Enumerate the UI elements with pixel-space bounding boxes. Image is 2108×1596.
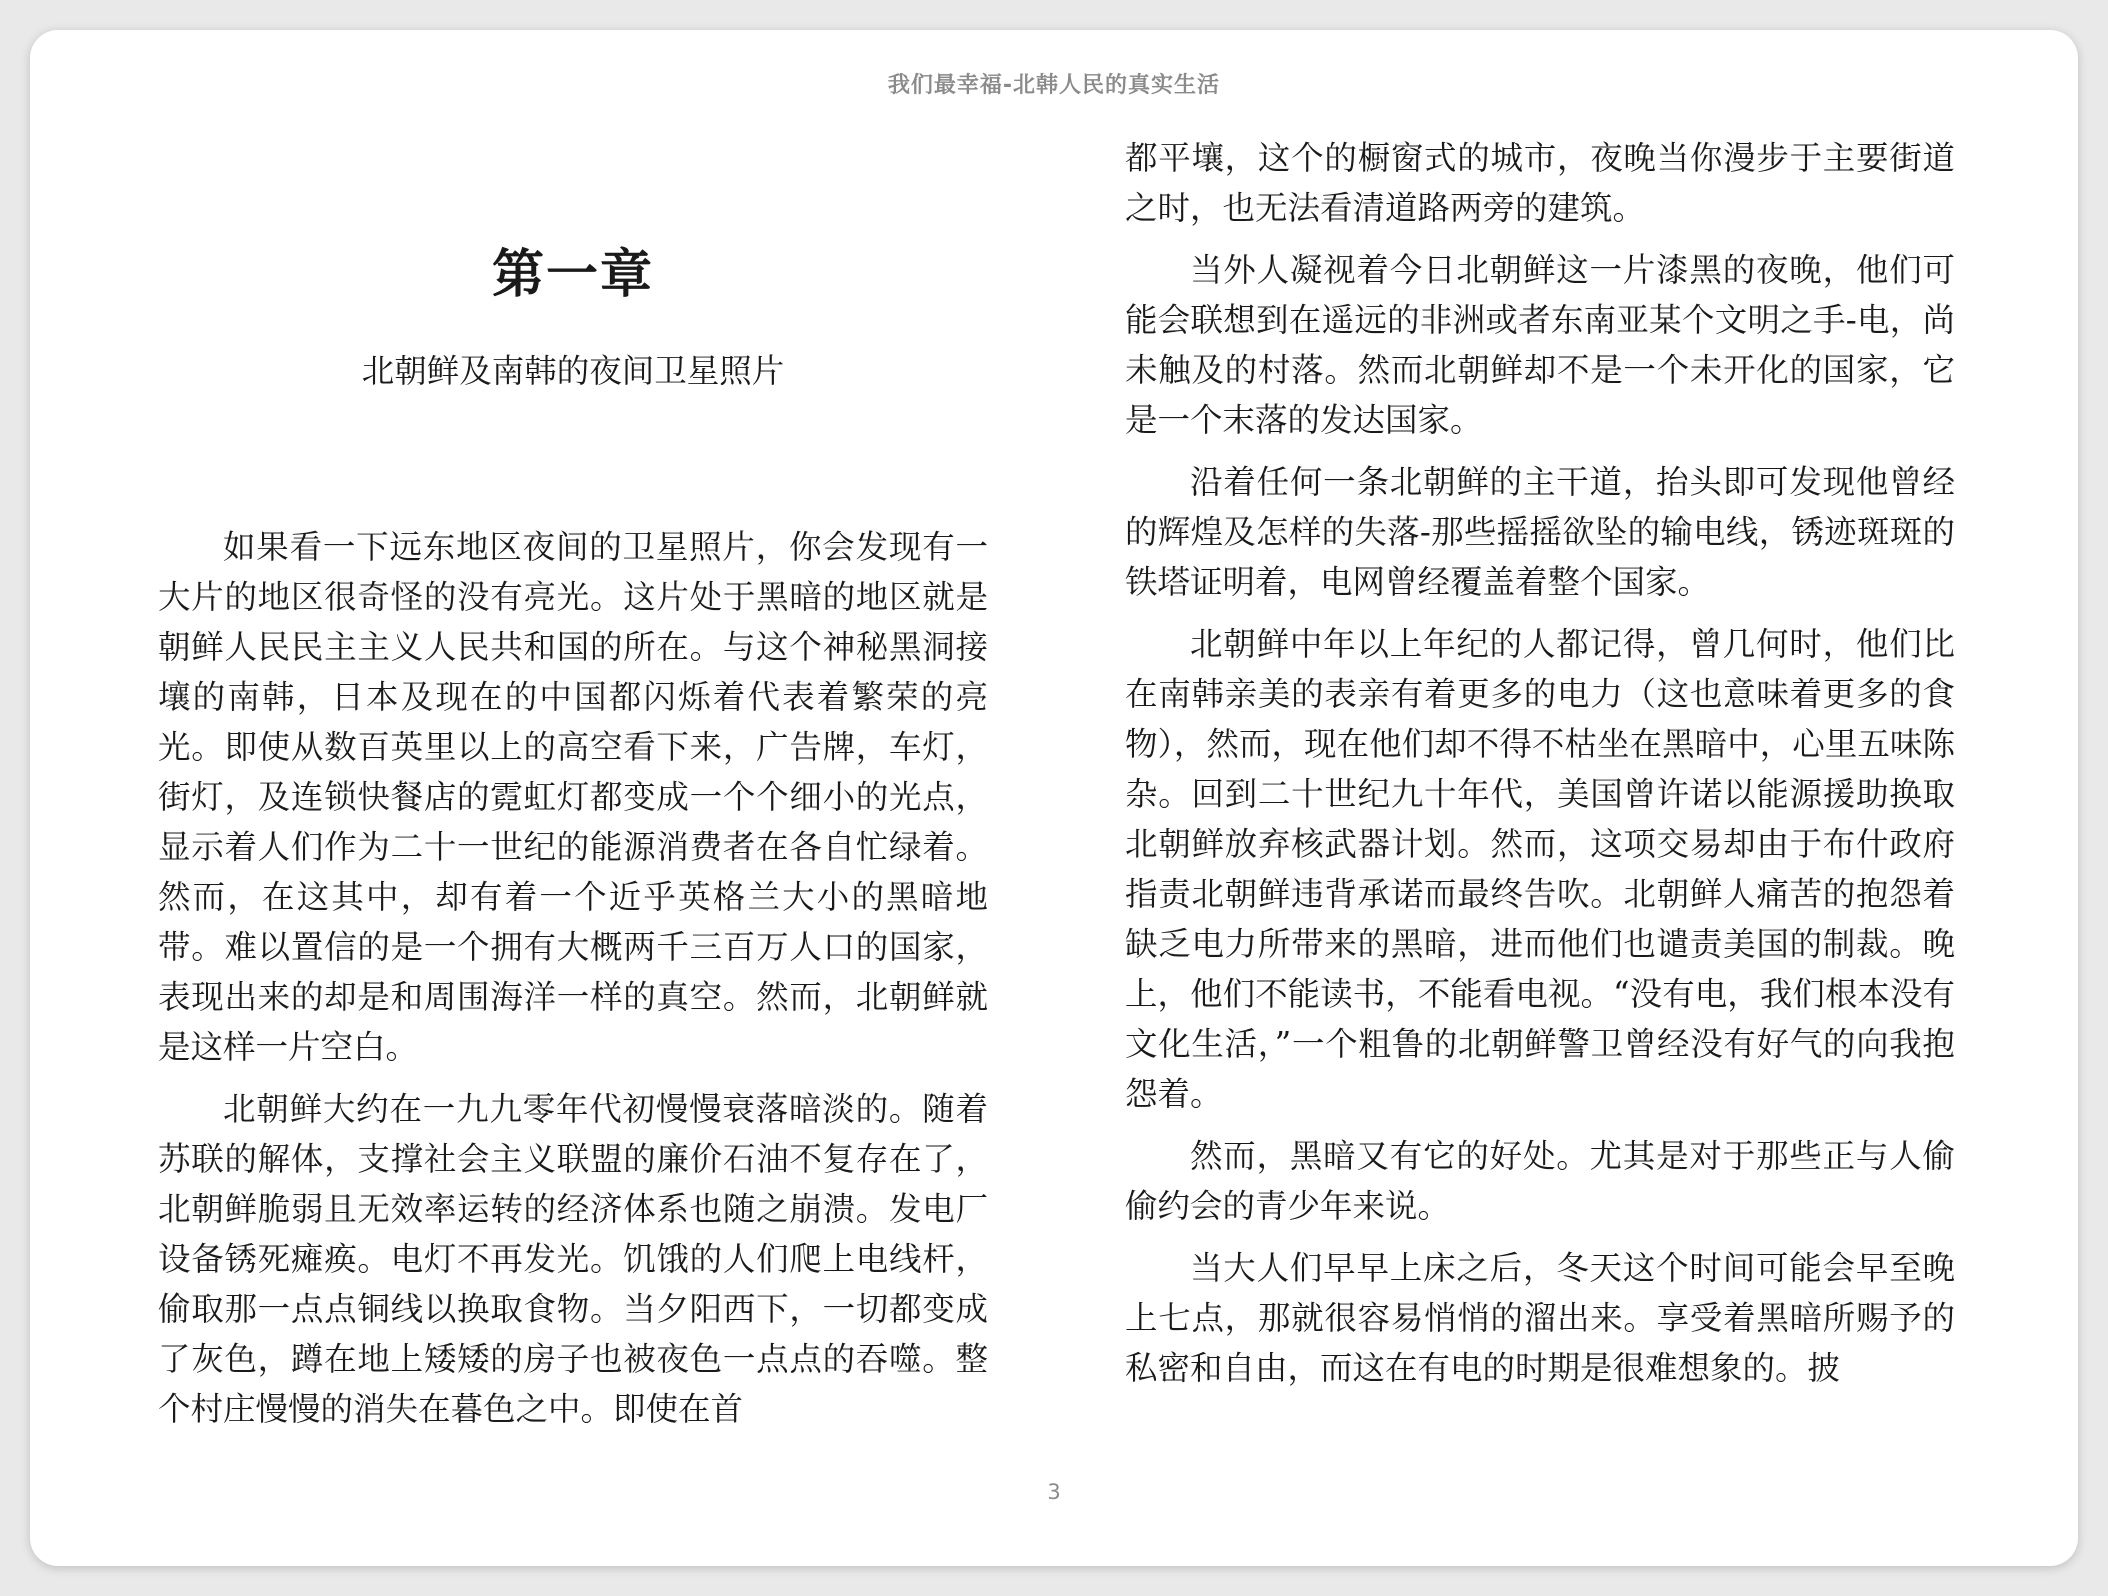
book-title: 我们最幸福-北韩人民的真实生活 (887, 73, 1221, 98)
right-page (1125, 133, 1955, 1463)
reader-window (30, 30, 2078, 1566)
paragraph: 当大人们早早上床之后，冬天这个时间可能会早至晚上七点，那就很容易悄悄的溜出来。享受着黑暗所赐予的私密和自由，而这在有电的时期是很难想象的。披 (1125, 1249, 1955, 1387)
paragraph: 当外人凝视着今日北朝鲜这一片漆黑的夜晚，他们可能会联想到在遥远的非洲或者东南亚某个文明之手-电，尚未触及的村落。然而北朝鲜却不是一个未开化的国家，它是一个末落的发达国家。 (1125, 251, 1955, 439)
paragraph: 然而，黑暗又有它的好处。尤其是对于那些正与人偷偷约会的青少年来说。 (1125, 1137, 1955, 1225)
paragraph: 北朝鲜大约在一九九零年代初慢慢衰落暗淡的。随着苏联的解体，支撑社会主义联盟的廉价石油不复存在了，北朝鲜脆弱且无效率运转的经济体系也随之崩溃。发电厂设备锈死瘫痪。电灯不再发光。饥饿的人们爬上电线杆，偷取那一点点铜线以换取食物。当夕阳西下，一切都变成了灰色，蹲在地上矮矮的房子也被夜色一点点的吞噬。整个村庄慢慢的消失在暮色之中。即使在首 (158, 1090, 988, 1428)
paragraph-continuation: 都平壤，这个的橱窗式的城市，夜晚当你漫步于主要街道之时，也无法看清道路两旁的建筑。 (1125, 139, 1955, 227)
chapter-subtitle: 北朝鲜及南韩的夜间卫星照片 (361, 352, 785, 390)
paragraph: 沿着任何一条北朝鲜的主干道，抬头即可发现他曾经的辉煌及怎样的失落-那些摇摇欲坠的输电线，锈迹斑斑的铁塔证明着，电网曾经覆盖着整个国家。 (1125, 463, 1955, 601)
paragraph: 北朝鲜中年以上年纪的人都记得，曾几何时，他们比在南韩亲美的表亲有着更多的电力（这也意味着更多的食物），然而，现在他们却不得不枯坐在黑暗中，心里五味陈杂。回到二十世纪九十年代，美国曾许诺以能源援助换取北朝鲜放弃核武器计划。然而，这项交易却由于布什政府指责北朝鲜违背承诺而最终告吹。北朝鲜人痛苦的抱怨着缺乏电力所带来的黑暗，进而他们也谴责美国的制裁。晚上，他们不能读书，不能看电视。“没有电，我们根本没有文化生活，”一个粗鲁的北朝鲜警卫曾经没有好气的向我抱怨着。 (1125, 625, 1955, 1113)
page-number: 3 (1047, 1480, 1061, 1504)
chapter-title: 第一章 (491, 244, 654, 305)
left-page (158, 130, 988, 1460)
paragraph: 如果看一下远东地区夜间的卫星照片，你会发现有一大片的地区很奇怪的没有亮光。这片处于黑暗的地区就是朝鲜人民民主主义人民共和国的所在。与这个神秘黑洞接壤的南韩，日本及现在的中国都闪烁着代表着繁荣的亮光。即使从数百英里以上的高空看下来，广告牌，车灯，街灯，及连锁快餐店的霓虹灯都变成一个个细小的光点，显示着人们作为二十一世纪的能源消费者在各自忙绿着。然而，在这其中，却有着一个近乎英格兰大小的黑暗地带。难以置信的是一个拥有大概两千三百万人口的国家，表现出来的却是和周围海洋一样的真空。然而，北朝鲜就是这样一片空白。 (158, 528, 988, 1066)
